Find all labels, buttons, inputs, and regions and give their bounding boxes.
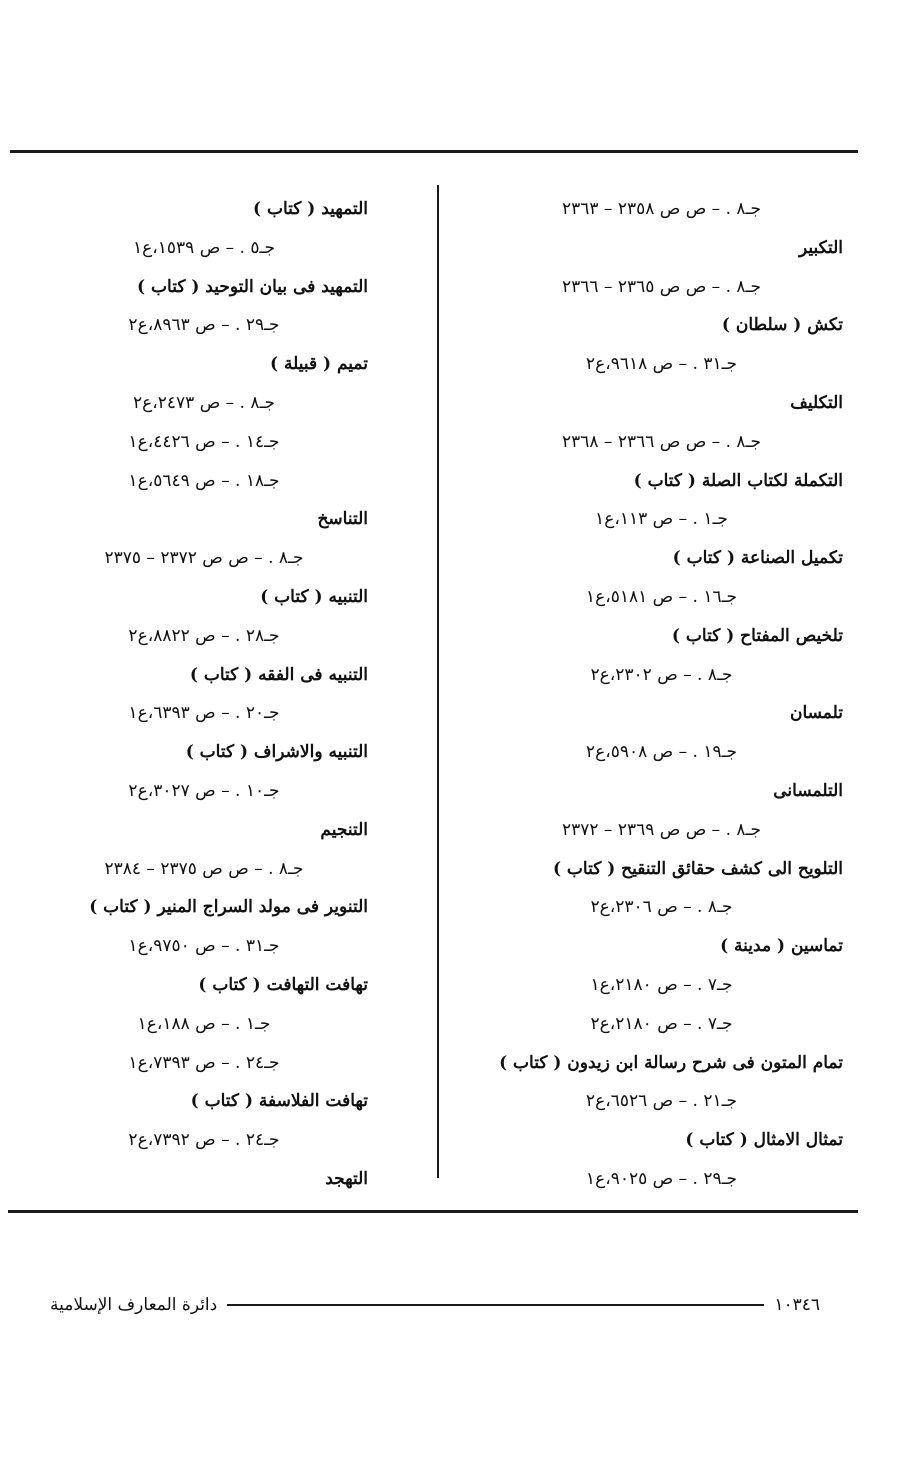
index-reference: جـ١٨ . – ص ٥٦٤٩،ع١ [128,470,280,491]
publication-title: دائرة المعارف الإسلامية [50,1295,218,1315]
index-heading: تكش ( سلطان ) [721,315,843,336]
page-footer [50,1290,820,1320]
index-heading: تمثال الامثال ( كتاب ) [685,1130,843,1151]
index-reference: جـ٨ . – ص ص ٢٣٦٥ – ٢٣٦٦ [561,276,762,297]
index-reference: جـ١٤ . – ص ٤٤٢٦،ع١ [128,431,280,452]
index-reference: جـ١ . – ص ١١٣،ع١ [595,509,728,530]
left-column [40,190,368,1199]
index-heading: تلمسان [789,703,843,724]
index-reference: جـ٧ . – ص ٢١٨٠،ع٢ [590,1013,733,1034]
index-heading: التنبيه والاشراف ( كتاب ) [185,742,368,763]
index-heading: التنبيه ( كتاب ) [260,586,368,607]
index-heading: تماسين ( مدينة ) [720,936,843,957]
top-rule [10,150,858,153]
index-heading: تهافت التهافت ( كتاب ) [198,974,368,995]
index-reference: جـ٣١ . – ص ٩٧٥٠،ع١ [128,936,280,957]
index-reference: جـ٨ . – ص ص ٢٣٦٩ – ٢٣٧٢ [561,819,762,840]
bottom-rule [8,1210,858,1213]
index-heading: تهافت الفلاسفة ( كتاب ) [190,1091,368,1112]
index-reference: جـ٢٠ . – ص ٦٣٩٣،ع١ [128,703,280,724]
index-heading: التلويح الى كشف حقائق التنقيح ( كتاب ) [552,858,843,879]
index-heading: التنجيم [320,819,368,840]
index-reference: جـ١٠ . – ص ٣٠٢٧،ع٢ [128,780,280,801]
right-entry-list [480,190,843,1199]
index-reference: جـ٨ . – ص ٢٤٧٣،ع٢ [132,392,276,413]
index-heading: التكبير [798,237,843,258]
index-heading: التلمسانى [773,780,843,801]
column-divider [437,185,439,1178]
index-heading: التهجد [325,1168,368,1189]
index-reference: جـ١٩ . – ص ٥٩٠٨،ع٢ [585,742,738,763]
index-heading: التمهيد فى بيان التوحيد ( كتاب ) [137,276,368,297]
index-reference: جـ٨ . – ص ص ٢٣٥٨ – ٢٣٦٣ [561,199,762,219]
right-column [480,190,843,1199]
index-reference: جـ٨ . – ص ٢٣٠٦،ع٢ [590,897,733,918]
index-reference: جـ٢٩ . – ص ٨٩٦٣،ع٢ [128,315,280,336]
index-heading: تكميل الصناعة ( كتاب ) [672,548,843,569]
index-reference: جـ٨ . – ص ص ٢٣٧٥ – ٢٣٨٤ [104,858,304,879]
index-reference: جـ٢٩ . – ص ٩٠٢٥،ع١ [585,1168,738,1189]
left-entry-list [40,190,368,1199]
index-heading: تميم ( قبيلة ) [270,354,368,375]
index-reference: جـ٥ . – ص ١٥٣٩،ع١ [132,237,276,258]
index-reference: جـ٨ . – ص ٢٣٠٢،ع٢ [590,664,733,685]
index-reference: جـ٨ . – ص ص ٢٣٧٢ – ٢٣٧٥ [104,548,304,569]
index-reference: جـ١ . – ص ١٨٨،ع١ [137,1013,271,1034]
index-heading: التنوير فى مولد السراج المنير ( كتاب ) [89,897,368,918]
index-reference: جـ٣١ . – ص ٩٦١٨،ع٢ [585,354,738,375]
index-reference: جـ٢٤ . – ص ٧٣٩٣،ع١ [128,1052,280,1073]
index-heading: تلخيص المفتاح ( كتاب ) [671,625,843,646]
page-number: ١٠٣٤٦ [774,1295,820,1315]
index-heading: التكملة لكتاب الصلة ( كتاب ) [633,470,843,491]
footer-line [227,1304,764,1306]
index-reference: جـ٧ . – ص ٢١٨٠،ع١ [590,974,733,995]
index-heading: التمهيد ( كتاب ) [253,199,368,219]
index-heading: تمام المتون فى شرح رسالة ابن زيدون ( كتاب ) [499,1052,843,1073]
index-reference: جـ١٦ . – ص ٥١٨١،ع١ [585,586,738,607]
index-heading: التكليف [790,392,843,413]
index-reference: جـ٢٨ . – ص ٨٨٢٢،ع٢ [128,625,280,646]
index-heading: التناسخ [317,509,368,530]
index-heading: التنبيه فى الفقه ( كتاب ) [189,664,368,685]
index-reference: جـ٨ . – ص ص ٢٣٦٦ – ٢٣٦٨ [561,431,762,452]
index-reference: جـ٢٤ . – ص ٧٣٩٢،ع٢ [128,1130,280,1151]
index-reference: جـ٢١ . – ص ٦٥٢٦،ع٢ [585,1091,738,1112]
